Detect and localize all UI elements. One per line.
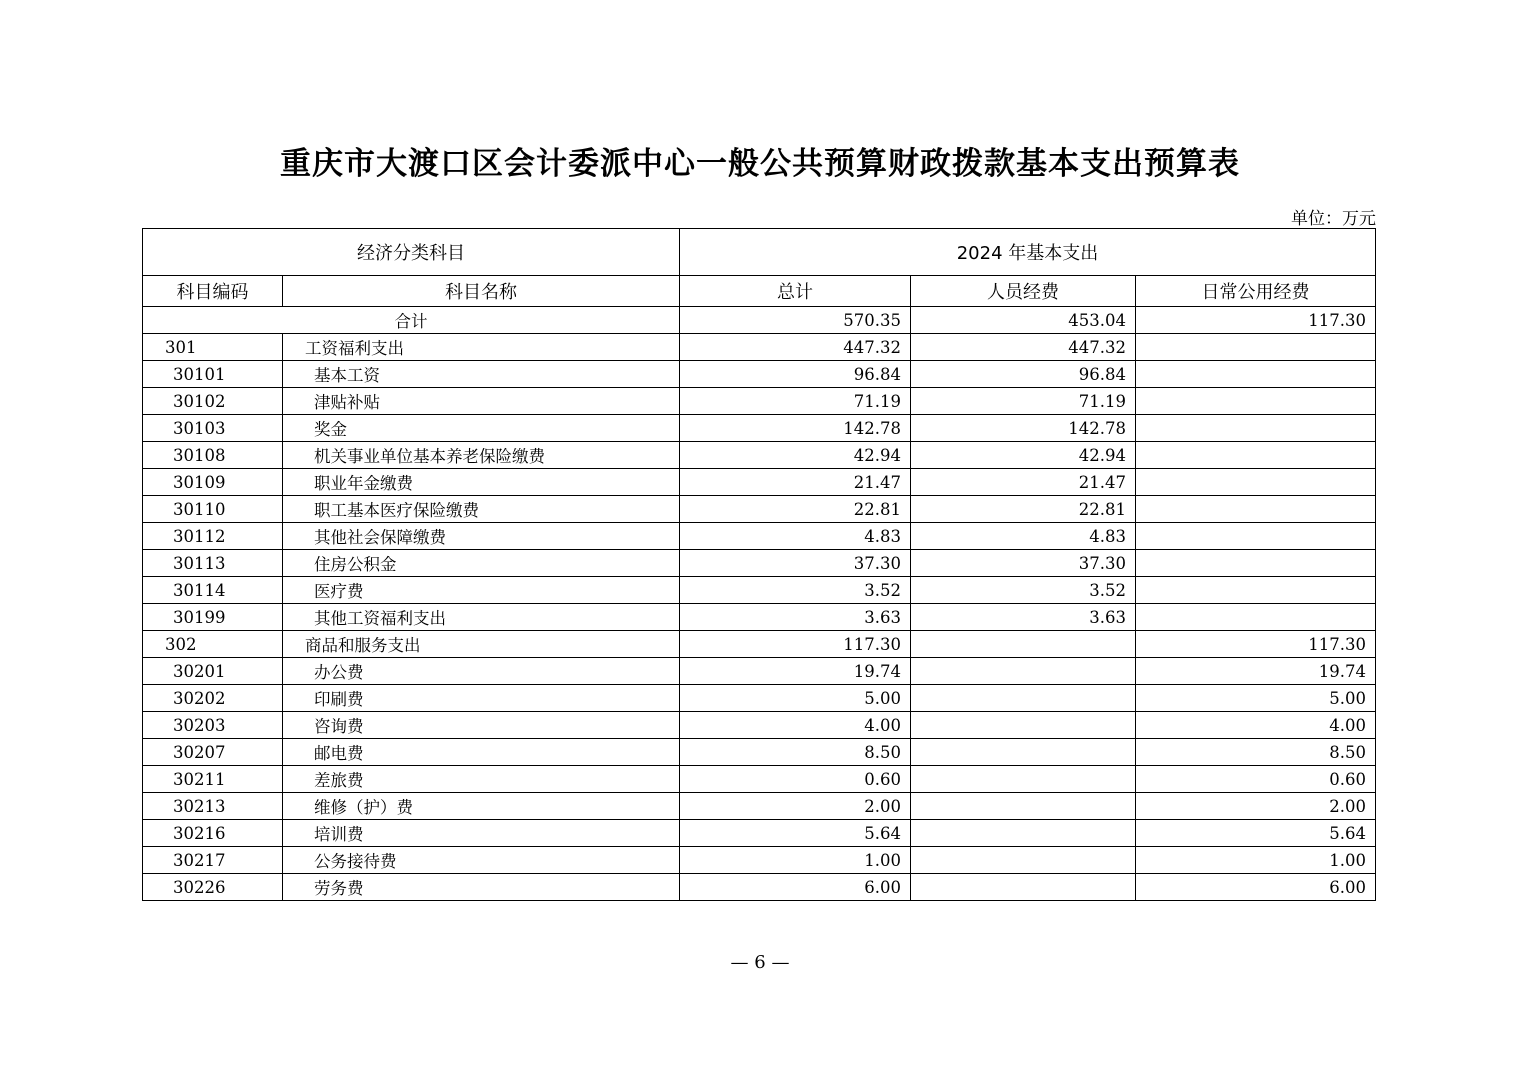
- table-row: [143, 415, 1376, 442]
- table-row: [143, 388, 1376, 415]
- table-row: [143, 604, 1376, 631]
- row-name: 医疗费: [283, 577, 680, 604]
- row-code: 301: [143, 334, 283, 361]
- row-public: [1136, 442, 1376, 469]
- page-title: 重庆市大渡口区会计委派中心一般公共预算财政拨款基本支出预算表: [280, 146, 1240, 182]
- row-total: 4.00: [680, 712, 911, 739]
- header-group-row: [143, 229, 1376, 276]
- row-public: [1136, 550, 1376, 577]
- row-total: 21.47: [680, 469, 911, 496]
- row-personnel: [911, 739, 1136, 766]
- table-row: [143, 685, 1376, 712]
- row-total: 1.00: [680, 847, 911, 874]
- row-personnel: 3.52: [911, 577, 1136, 604]
- row-name: 职工基本医疗保险缴费: [283, 496, 680, 523]
- row-code: 30213: [143, 793, 283, 820]
- row-public: 1.00: [1136, 847, 1376, 874]
- table-row: [143, 631, 1376, 658]
- table-row: [143, 523, 1376, 550]
- total-personnel: 453.04: [911, 307, 1136, 334]
- row-personnel: 4.83: [911, 523, 1136, 550]
- budget-table: [142, 228, 1376, 901]
- row-total: 4.83: [680, 523, 911, 550]
- total-label: 合计: [143, 307, 680, 334]
- row-total: 96.84: [680, 361, 911, 388]
- total-public: 117.30: [1136, 307, 1376, 334]
- row-public: [1136, 577, 1376, 604]
- row-public: 5.00: [1136, 685, 1376, 712]
- row-code: 30216: [143, 820, 283, 847]
- header-total: 总计: [680, 276, 911, 307]
- row-public: [1136, 388, 1376, 415]
- row-personnel: [911, 712, 1136, 739]
- table-row: [143, 874, 1376, 901]
- row-name: 住房公积金: [283, 550, 680, 577]
- row-name: 奖金: [283, 415, 680, 442]
- row-code: 30202: [143, 685, 283, 712]
- header-basic-expenditure-2024: 2024 年基本支出: [680, 229, 1376, 276]
- row-name: 公务接待费: [283, 847, 680, 874]
- row-public: [1136, 469, 1376, 496]
- row-name: 培训费: [283, 820, 680, 847]
- row-personnel: [911, 658, 1136, 685]
- row-total: 447.32: [680, 334, 911, 361]
- row-total: 5.64: [680, 820, 911, 847]
- row-name: 咨询费: [283, 712, 680, 739]
- row-code: 30199: [143, 604, 283, 631]
- header-personnel: 人员经费: [911, 276, 1136, 307]
- row-public: 19.74: [1136, 658, 1376, 685]
- table-row: [143, 658, 1376, 685]
- row-total: 5.00: [680, 685, 911, 712]
- row-code: 30109: [143, 469, 283, 496]
- row-personnel: 3.63: [911, 604, 1136, 631]
- row-public: 0.60: [1136, 766, 1376, 793]
- row-public: 6.00: [1136, 874, 1376, 901]
- total-row: [143, 307, 1376, 334]
- row-name: 劳务费: [283, 874, 680, 901]
- page-number: — 6 —: [730, 952, 790, 973]
- row-total: 3.63: [680, 604, 911, 631]
- row-public: 8.50: [1136, 739, 1376, 766]
- table-row: [143, 820, 1376, 847]
- unit-label: 单位：万元: [1291, 209, 1376, 229]
- row-personnel: 71.19: [911, 388, 1136, 415]
- header-name: 科目名称: [283, 276, 680, 307]
- row-personnel: 42.94: [911, 442, 1136, 469]
- row-personnel: [911, 793, 1136, 820]
- row-personnel: 96.84: [911, 361, 1136, 388]
- row-name: 工资福利支出: [283, 334, 680, 361]
- row-personnel: [911, 766, 1136, 793]
- row-public: [1136, 361, 1376, 388]
- row-name: 基本工资: [283, 361, 680, 388]
- row-total: 37.30: [680, 550, 911, 577]
- row-public: 5.64: [1136, 820, 1376, 847]
- row-total: 19.74: [680, 658, 911, 685]
- table-row: [143, 766, 1376, 793]
- row-total: 22.81: [680, 496, 911, 523]
- row-name: 津贴补贴: [283, 388, 680, 415]
- header-public: 日常公用经费: [1136, 276, 1376, 307]
- row-name: 商品和服务支出: [283, 631, 680, 658]
- row-code: 30103: [143, 415, 283, 442]
- row-name: 印刷费: [283, 685, 680, 712]
- row-total: 0.60: [680, 766, 911, 793]
- row-code: 30114: [143, 577, 283, 604]
- row-personnel: 447.32: [911, 334, 1136, 361]
- table-row: [143, 550, 1376, 577]
- row-name: 维修（护）费: [283, 793, 680, 820]
- row-code: 30201: [143, 658, 283, 685]
- row-public: [1136, 334, 1376, 361]
- row-personnel: [911, 631, 1136, 658]
- table-row: [143, 442, 1376, 469]
- row-name: 职业年金缴费: [283, 469, 680, 496]
- table-row: [143, 361, 1376, 388]
- row-total: 71.19: [680, 388, 911, 415]
- row-name: 机关事业单位基本养老保险缴费: [283, 442, 680, 469]
- row-personnel: [911, 685, 1136, 712]
- row-code: 30101: [143, 361, 283, 388]
- row-code: 30207: [143, 739, 283, 766]
- row-total: 8.50: [680, 739, 911, 766]
- table-row: [143, 334, 1376, 361]
- row-personnel: [911, 874, 1136, 901]
- row-personnel: [911, 847, 1136, 874]
- row-public: 4.00: [1136, 712, 1376, 739]
- row-personnel: 142.78: [911, 415, 1136, 442]
- row-public: 117.30: [1136, 631, 1376, 658]
- row-total: 117.30: [680, 631, 911, 658]
- row-code: 30217: [143, 847, 283, 874]
- table-row: [143, 496, 1376, 523]
- row-public: [1136, 523, 1376, 550]
- header-code: 科目编码: [143, 276, 283, 307]
- row-code: 30113: [143, 550, 283, 577]
- row-name: 邮电费: [283, 739, 680, 766]
- row-code: 30211: [143, 766, 283, 793]
- row-public: [1136, 496, 1376, 523]
- row-code: 30110: [143, 496, 283, 523]
- row-public: [1136, 604, 1376, 631]
- row-code: 30112: [143, 523, 283, 550]
- row-name: 其他社会保障缴费: [283, 523, 680, 550]
- row-personnel: [911, 820, 1136, 847]
- row-total: 142.78: [680, 415, 911, 442]
- row-code: 30203: [143, 712, 283, 739]
- row-public: 2.00: [1136, 793, 1376, 820]
- row-name: 差旅费: [283, 766, 680, 793]
- row-name: 其他工资福利支出: [283, 604, 680, 631]
- table-row: [143, 739, 1376, 766]
- row-code: 302: [143, 631, 283, 658]
- table-row: [143, 577, 1376, 604]
- row-total: 42.94: [680, 442, 911, 469]
- row-code: 30226: [143, 874, 283, 901]
- row-public: [1136, 415, 1376, 442]
- table-row: [143, 712, 1376, 739]
- table-row: [143, 847, 1376, 874]
- table-row: [143, 793, 1376, 820]
- row-personnel: 22.81: [911, 496, 1136, 523]
- header-economic-classification: 经济分类科目: [143, 229, 680, 276]
- row-total: 2.00: [680, 793, 911, 820]
- table-row: [143, 469, 1376, 496]
- row-personnel: 21.47: [911, 469, 1136, 496]
- total-total: 570.35: [680, 307, 911, 334]
- row-total: 6.00: [680, 874, 911, 901]
- row-total: 3.52: [680, 577, 911, 604]
- row-code: 30102: [143, 388, 283, 415]
- row-name: 办公费: [283, 658, 680, 685]
- header-column-row: [143, 276, 1376, 307]
- row-personnel: 37.30: [911, 550, 1136, 577]
- row-code: 30108: [143, 442, 283, 469]
